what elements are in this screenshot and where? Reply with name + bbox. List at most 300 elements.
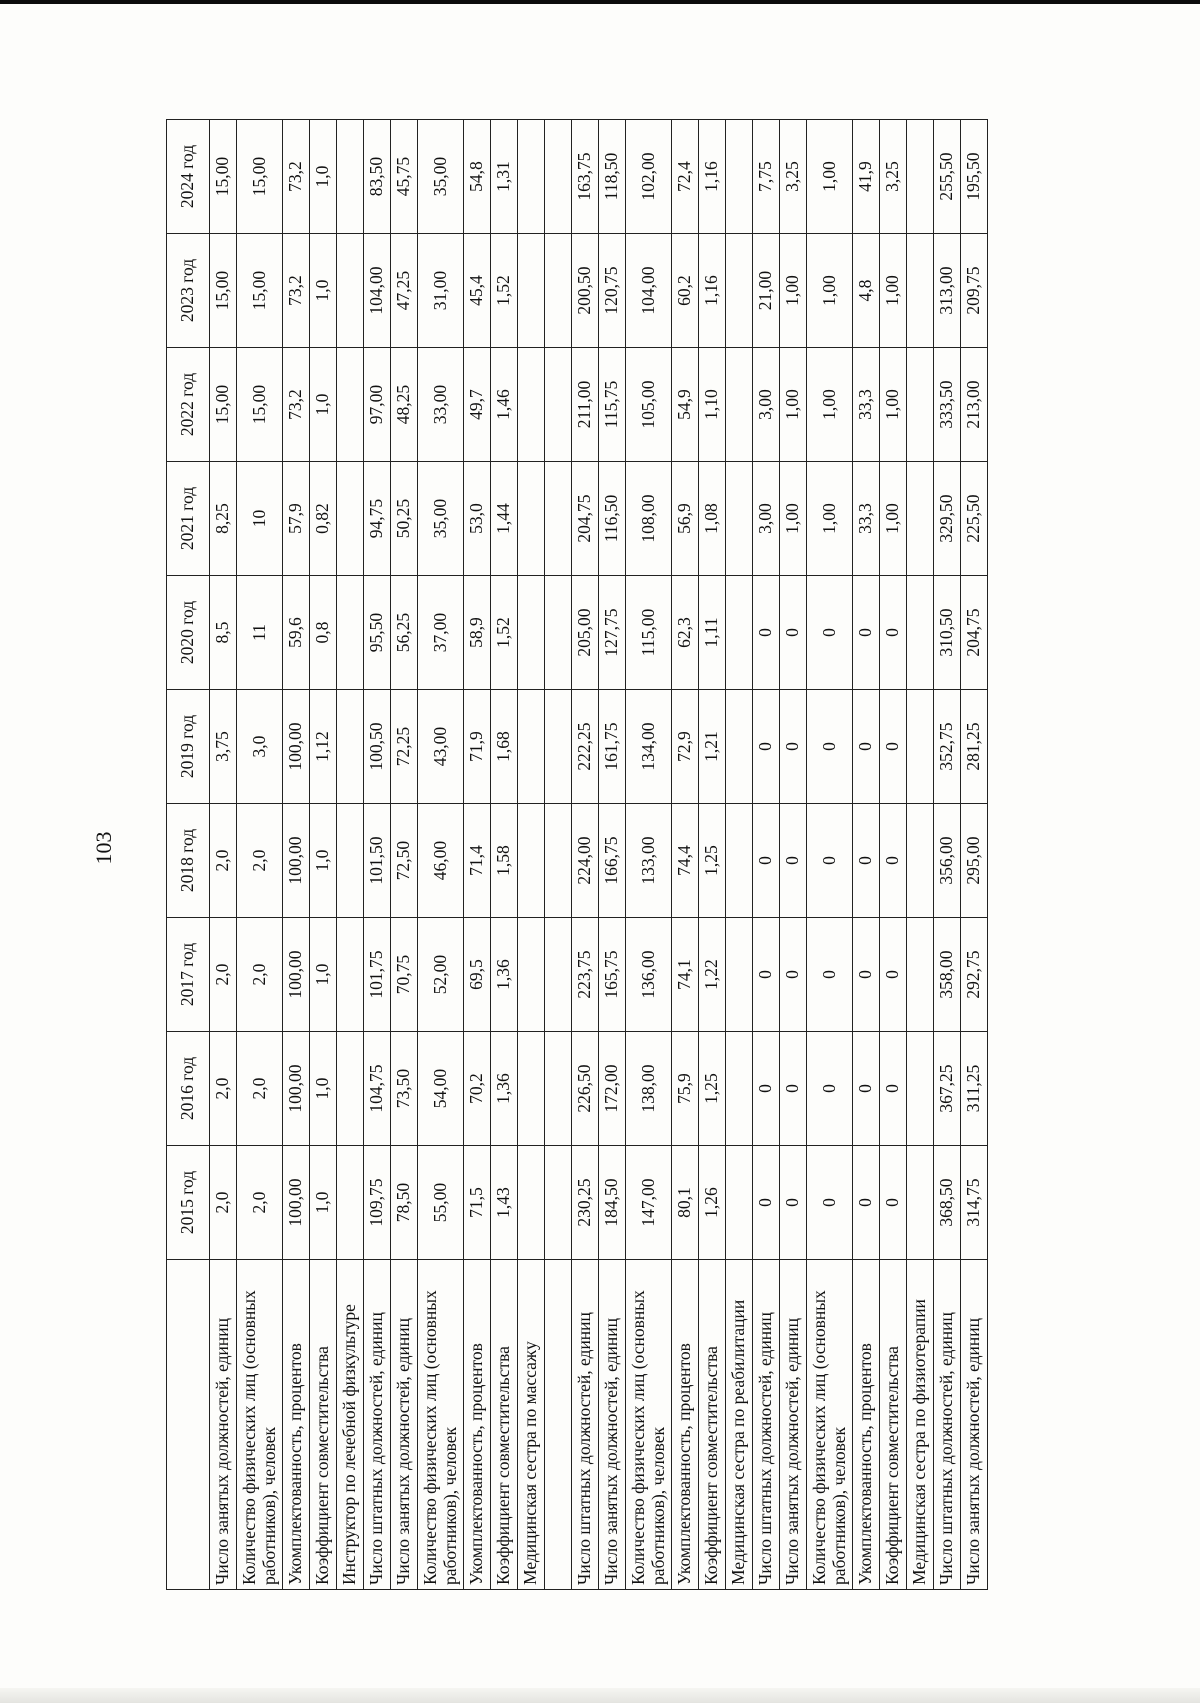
value-cell: 0 [853,1146,880,1260]
value-cell: 33,00 [418,348,464,462]
empty-cell [907,234,934,348]
value-cell: 0,82 [310,462,337,576]
scan-top-edge [0,0,1200,4]
year-header: 2024 год [167,120,210,234]
blank-row [545,120,572,1590]
value-cell: 1,36 [491,1032,518,1146]
value-cell: 15,00 [237,234,283,348]
row-label: Укомплектованность, процентов [283,1260,310,1590]
value-cell: 311,25 [961,1032,988,1146]
value-cell: 2,0 [237,918,283,1032]
empty-cell [545,348,572,462]
empty-cell [907,1032,934,1146]
table-row [464,120,491,1590]
row-label: Количество физических лиц (основных работников), человек [237,1260,283,1590]
value-cell: 80,1 [672,1146,699,1260]
row-label: Коэффициент совместительства [491,1260,518,1590]
table-row [491,120,518,1590]
empty-cell [907,120,934,234]
value-cell: 11 [237,576,283,690]
value-cell: 33,3 [853,348,880,462]
value-cell: 72,25 [391,690,418,804]
row-label: Укомплектованность, процентов [853,1260,880,1590]
value-cell: 367,25 [934,1032,961,1146]
value-cell: 105,00 [626,348,672,462]
value-cell: 147,00 [626,1146,672,1260]
value-cell: 94,75 [364,462,391,576]
value-cell: 223,75 [572,918,599,1032]
value-cell: 255,50 [934,120,961,234]
header-corner [167,1260,210,1590]
year-header: 2020 год [167,576,210,690]
value-cell: 1,21 [699,690,726,804]
value-cell: 1,00 [807,462,853,576]
value-cell: 54,8 [464,120,491,234]
row-label: Число занятых должностей, единиц [780,1260,807,1590]
value-cell: 1,10 [699,348,726,462]
empty-cell [545,804,572,918]
value-cell: 72,50 [391,804,418,918]
value-cell: 204,75 [572,462,599,576]
value-cell: 230,25 [572,1146,599,1260]
table-row [364,120,391,1590]
value-cell: 73,2 [283,120,310,234]
year-header: 2019 год [167,690,210,804]
value-cell: 100,50 [364,690,391,804]
table-row [934,120,961,1590]
value-cell: 50,25 [391,462,418,576]
value-cell: 104,75 [364,1032,391,1146]
value-cell: 1,00 [807,348,853,462]
table-row [780,120,807,1590]
value-cell: 70,75 [391,918,418,1032]
value-cell: 1,16 [699,234,726,348]
value-cell: 0 [753,804,780,918]
value-cell: 15,00 [210,348,237,462]
value-cell: 2,0 [210,1032,237,1146]
value-cell: 56,25 [391,576,418,690]
empty-cell [726,348,753,462]
table-row [391,120,418,1590]
year-header: 2023 год [167,234,210,348]
value-cell: 281,25 [961,690,988,804]
page-number: 103 [91,831,116,865]
value-cell: 74,4 [672,804,699,918]
value-cell: 1,0 [310,1146,337,1260]
value-cell: 211,00 [572,348,599,462]
value-cell: 1,44 [491,462,518,576]
empty-cell [518,348,545,462]
value-cell: 1,22 [699,918,726,1032]
value-cell: 310,50 [934,576,961,690]
empty-cell [545,918,572,1032]
empty-cell [518,1032,545,1146]
value-cell: 225,50 [961,462,988,576]
value-cell: 138,00 [626,1032,672,1146]
empty-cell [337,348,364,462]
value-cell: 100,00 [283,1146,310,1260]
table-row [672,120,699,1590]
value-cell: 1,25 [699,804,726,918]
table-row [880,120,907,1590]
table-row [699,120,726,1590]
value-cell: 54,9 [672,348,699,462]
value-cell: 0 [753,690,780,804]
value-cell: 358,00 [934,918,961,1032]
empty-cell [545,1260,572,1590]
row-label: Количество физических лиц (основных работников), человек [418,1260,464,1590]
year-header: 2018 год [167,804,210,918]
value-cell: 8,5 [210,576,237,690]
value-cell: 35,00 [418,120,464,234]
value-cell: 53,0 [464,462,491,576]
value-cell: 1,0 [310,120,337,234]
value-cell: 0 [807,1146,853,1260]
value-cell: 1,0 [310,804,337,918]
empty-cell [545,1146,572,1260]
empty-cell [337,462,364,576]
empty-cell [907,804,934,918]
scan-bottom-edge [0,1688,1200,1703]
value-cell: 352,75 [934,690,961,804]
value-cell: 2,0 [210,804,237,918]
empty-cell [518,120,545,234]
value-cell: 2,0 [210,1146,237,1260]
value-cell: 2,0 [237,1146,283,1260]
section-row [518,120,545,1590]
value-cell: 71,9 [464,690,491,804]
table-row [210,120,237,1590]
row-label: Число занятых должностей, единиц [391,1260,418,1590]
value-cell: 0 [780,576,807,690]
value-cell: 0 [853,918,880,1032]
table-row [283,120,310,1590]
row-label: Число штатных должностей, единиц [934,1260,961,1590]
value-cell: 0 [880,1146,907,1260]
row-label: Число штатных должностей, единиц [572,1260,599,1590]
header-row [167,120,210,1590]
empty-cell [518,234,545,348]
value-cell: 0 [807,1032,853,1146]
empty-cell [518,918,545,1032]
value-cell: 1,26 [699,1146,726,1260]
value-cell: 292,75 [961,918,988,1032]
year-header: 2021 год [167,462,210,576]
value-cell: 200,50 [572,234,599,348]
value-cell: 0 [780,1146,807,1260]
value-cell: 75,9 [672,1032,699,1146]
empty-cell [518,1146,545,1260]
row-label: Укомплектованность, процентов [672,1260,699,1590]
value-cell: 15,00 [210,120,237,234]
value-cell: 101,75 [364,918,391,1032]
empty-cell [337,1146,364,1260]
value-cell: 15,00 [210,234,237,348]
value-cell: 35,00 [418,462,464,576]
value-cell: 1,16 [699,120,726,234]
empty-cell [518,690,545,804]
value-cell: 0 [780,804,807,918]
value-cell: 1,00 [780,234,807,348]
value-cell: 1,52 [491,234,518,348]
value-cell: 100,00 [283,804,310,918]
section-title: Инструктор по лечебной физкультуре [337,1260,364,1590]
year-header: 2016 год [167,1032,210,1146]
value-cell: 1,46 [491,348,518,462]
row-label: Коэффициент совместительства [880,1260,907,1590]
value-cell: 69,5 [464,918,491,1032]
value-cell: 78,50 [391,1146,418,1260]
value-cell: 71,5 [464,1146,491,1260]
value-cell: 1,00 [780,348,807,462]
row-label: Число занятых должностей, единиц [210,1260,237,1590]
section-title: Медицинская сестра по физиотерапии [907,1260,934,1590]
table-row [626,120,672,1590]
empty-cell [545,690,572,804]
value-cell: 133,00 [626,804,672,918]
value-cell: 116,50 [599,462,626,576]
value-cell: 10 [237,462,283,576]
empty-cell [518,576,545,690]
value-cell: 127,75 [599,576,626,690]
value-cell: 57,9 [283,462,310,576]
value-cell: 72,4 [672,120,699,234]
empty-cell [907,576,934,690]
empty-cell [337,576,364,690]
value-cell: 21,00 [753,234,780,348]
value-cell: 1,25 [699,1032,726,1146]
value-cell: 0 [853,576,880,690]
table-row [753,120,780,1590]
value-cell: 0 [853,1032,880,1146]
value-cell: 1,00 [780,462,807,576]
empty-cell [337,234,364,348]
value-cell: 70,2 [464,1032,491,1146]
value-cell: 209,75 [961,234,988,348]
value-cell: 1,00 [807,120,853,234]
value-cell: 3,75 [210,690,237,804]
value-cell: 109,75 [364,1146,391,1260]
value-cell: 15,00 [237,348,283,462]
value-cell: 45,4 [464,234,491,348]
year-header: 2022 год [167,348,210,462]
table-row [310,120,337,1590]
row-label: Число штатных должностей, единиц [364,1260,391,1590]
row-label: Число штатных должностей, единиц [753,1260,780,1590]
empty-cell [518,462,545,576]
value-cell: 43,00 [418,690,464,804]
value-cell: 62,3 [672,576,699,690]
value-cell: 58,9 [464,576,491,690]
value-cell: 368,50 [934,1146,961,1260]
value-cell: 134,00 [626,690,672,804]
value-cell: 60,2 [672,234,699,348]
value-cell: 1,0 [310,348,337,462]
empty-cell [545,120,572,234]
table-header [167,120,210,1590]
value-cell: 118,50 [599,120,626,234]
value-cell: 3,00 [753,462,780,576]
value-cell: 41,9 [853,120,880,234]
empty-cell [726,576,753,690]
value-cell: 71,4 [464,804,491,918]
value-cell: 0 [807,804,853,918]
empty-cell [726,1146,753,1260]
value-cell: 0 [753,1032,780,1146]
value-cell: 222,25 [572,690,599,804]
value-cell: 313,00 [934,234,961,348]
value-cell: 356,00 [934,804,961,918]
value-cell: 1,0 [310,234,337,348]
value-cell: 56,9 [672,462,699,576]
value-cell: 100,00 [283,1032,310,1146]
value-cell: 0 [880,804,907,918]
section-row [907,120,934,1590]
empty-cell [726,234,753,348]
value-cell: 1,08 [699,462,726,576]
value-cell: 1,12 [310,690,337,804]
value-cell: 213,00 [961,348,988,462]
row-label: Количество физических лиц (основных работников), человек [626,1260,672,1590]
empty-cell [545,234,572,348]
section-title: Медицинская сестра по реабилитации [726,1260,753,1590]
value-cell: 205,00 [572,576,599,690]
value-cell: 224,00 [572,804,599,918]
value-cell: 1,68 [491,690,518,804]
value-cell: 136,00 [626,918,672,1032]
value-cell: 184,50 [599,1146,626,1260]
value-cell: 195,50 [961,120,988,234]
value-cell: 1,52 [491,576,518,690]
table-body [210,120,988,1590]
value-cell: 104,00 [626,234,672,348]
empty-cell [907,348,934,462]
value-cell: 0,8 [310,576,337,690]
empty-cell [337,690,364,804]
value-cell: 120,75 [599,234,626,348]
value-cell: 100,00 [283,918,310,1032]
year-header: 2017 год [167,918,210,1032]
value-cell: 74,1 [672,918,699,1032]
value-cell: 1,0 [310,1032,337,1146]
value-cell: 55,00 [418,1146,464,1260]
value-cell: 48,25 [391,348,418,462]
value-cell: 2,0 [210,918,237,1032]
value-cell: 73,50 [391,1032,418,1146]
value-cell: 0 [780,1032,807,1146]
value-cell: 47,25 [391,234,418,348]
row-label: Число занятых должностей, единиц [961,1260,988,1590]
value-cell: 115,00 [626,576,672,690]
value-cell: 0 [880,576,907,690]
empty-cell [726,120,753,234]
empty-cell [907,690,934,804]
section-row [337,120,364,1590]
value-cell: 0 [807,690,853,804]
value-cell: 3,00 [753,348,780,462]
empty-cell [907,1146,934,1260]
empty-cell [545,1032,572,1146]
value-cell: 172,00 [599,1032,626,1146]
table-row [961,120,988,1590]
value-cell: 2,0 [237,804,283,918]
row-label: Коэффициент совместительства [699,1260,726,1590]
value-cell: 1,00 [880,462,907,576]
value-cell: 1,58 [491,804,518,918]
staffing-table-container [166,120,1176,1590]
empty-cell [907,918,934,1032]
value-cell: 15,00 [237,120,283,234]
empty-cell [545,576,572,690]
empty-cell [337,1032,364,1146]
empty-cell [337,804,364,918]
value-cell: 49,7 [464,348,491,462]
value-cell: 3,25 [880,120,907,234]
value-cell: 0 [780,690,807,804]
empty-cell [907,462,934,576]
value-cell: 295,00 [961,804,988,918]
value-cell: 1,43 [491,1146,518,1260]
empty-cell [726,1032,753,1146]
value-cell: 33,3 [853,462,880,576]
value-cell: 0 [753,1146,780,1260]
empty-cell [518,804,545,918]
table-row [599,120,626,1590]
value-cell: 73,2 [283,234,310,348]
table-row [807,120,853,1590]
row-label: Число занятых должностей, единиц [599,1260,626,1590]
value-cell: 54,00 [418,1032,464,1146]
value-cell: 0 [880,690,907,804]
year-header: 2015 год [167,1146,210,1260]
value-cell: 3,0 [237,690,283,804]
empty-cell [726,690,753,804]
row-label: Количество физических лиц (основных работников), человек [807,1260,853,1590]
table-row [418,120,464,1590]
value-cell: 0 [880,1032,907,1146]
section-title: Медицинская сестра по массажу [518,1260,545,1590]
table-row [237,120,283,1590]
value-cell: 165,75 [599,918,626,1032]
value-cell: 161,75 [599,690,626,804]
empty-cell [545,462,572,576]
value-cell: 0 [807,918,853,1032]
value-cell: 0 [807,576,853,690]
value-cell: 101,50 [364,804,391,918]
value-cell: 31,00 [418,234,464,348]
value-cell: 0 [753,576,780,690]
value-cell: 314,75 [961,1146,988,1260]
value-cell: 45,75 [391,120,418,234]
staffing-table [166,119,988,1590]
table-row [853,120,880,1590]
value-cell: 0 [780,918,807,1032]
section-row [726,120,753,1590]
empty-cell [337,120,364,234]
value-cell: 1,00 [807,234,853,348]
value-cell: 95,50 [364,576,391,690]
value-cell: 97,00 [364,348,391,462]
value-cell: 0 [880,918,907,1032]
value-cell: 166,75 [599,804,626,918]
value-cell: 100,00 [283,690,310,804]
value-cell: 226,50 [572,1032,599,1146]
value-cell: 163,75 [572,120,599,234]
value-cell: 1,00 [880,348,907,462]
value-cell: 72,9 [672,690,699,804]
empty-cell [337,918,364,1032]
value-cell: 7,75 [753,120,780,234]
